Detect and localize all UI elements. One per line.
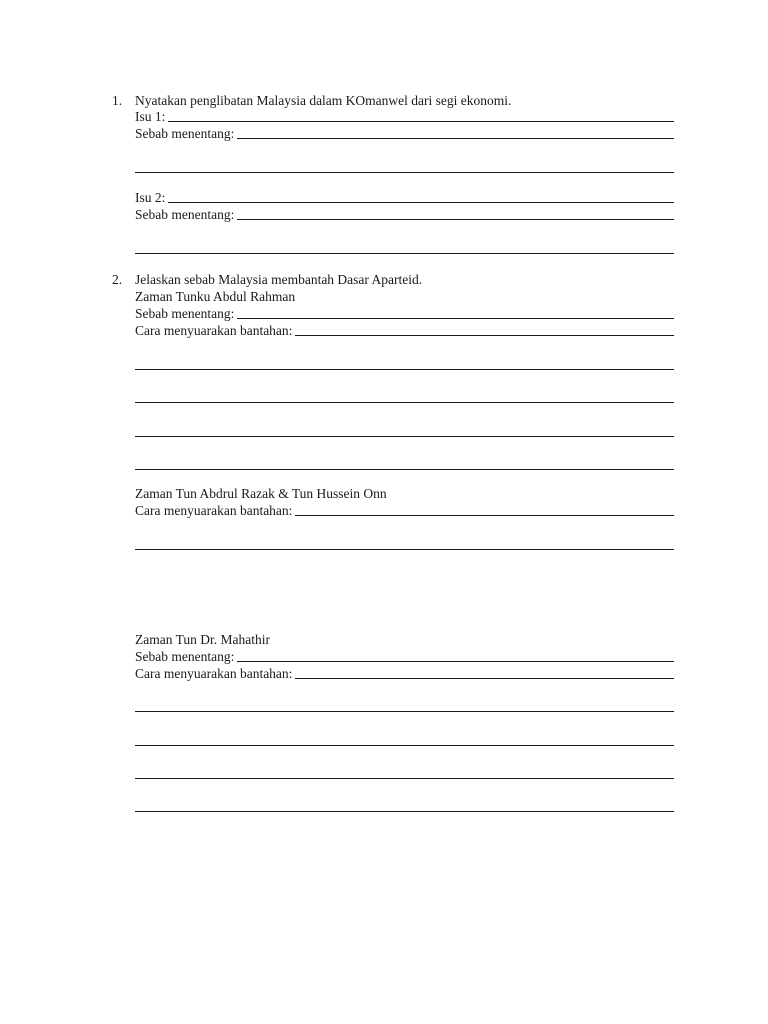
q1-issue1-reason-answer-line[interactable] [237,138,674,139]
q1-issue2-label: Isu 2: [135,190,166,205]
q2-era1-reason-label: Sebab menentang: [135,306,235,321]
q2-era3-reason-answer-line[interactable] [237,661,674,662]
q2-era1-method-row [135,323,674,339]
question-2-number: 2. [112,272,123,287]
q1-issue2-reason-row [135,207,674,223]
q2-era1-answer-line[interactable] [135,469,674,470]
q2-era3-answer-line[interactable] [135,811,674,812]
question-1-number: 1. [112,93,123,108]
q2-era1-title: Zaman Tunku Abdul Rahman [135,289,296,304]
q1-issue2-extra-answer-line[interactable] [135,253,674,254]
question-2-prompt-row [135,272,674,288]
q2-era1-reason-row [135,306,674,322]
q1-issue1-label: Isu 1: [135,109,166,124]
q2-era1-answer-line[interactable] [135,402,674,403]
q1-issue1-row [135,109,674,125]
q1-issue1-reason-label: Sebab menentang: [135,126,235,141]
q2-era3-title: Zaman Tun Dr. Mahathir [135,632,270,647]
q2-era1-answer-line[interactable] [135,436,674,437]
q1-issue2-reason-answer-line[interactable] [237,219,674,220]
q1-issue2-reason-label: Sebab menentang: [135,207,235,222]
q2-era3-reason-row [135,649,674,665]
q1-issue1-answer-line[interactable] [168,121,674,122]
q2-era3-reason-label: Sebab menentang: [135,649,235,664]
q2-era3-method-label: Cara menyuarakan bantahan: [135,666,293,681]
q2-era3-answer-line[interactable] [135,778,674,779]
q2-era2-answer-line[interactable] [135,549,674,550]
q2-era2-title-row [135,486,674,502]
question-2-prompt: Jelaskan sebab Malaysia membantah Dasar Aparteid. [135,272,423,287]
q2-era2-title: Zaman Tun Abdrul Razak & Tun Hussein Onn [135,486,387,501]
question-1-prompt-row [135,93,674,109]
q2-era2-method-answer-line[interactable] [295,515,674,516]
q1-issue2-row [135,190,674,206]
q2-era2-method-row [135,503,674,519]
q2-era1-reason-answer-line[interactable] [237,318,674,319]
q2-era3-title-row [135,632,674,648]
q2-era2-method-label: Cara menyuarakan bantahan: [135,503,293,518]
q2-era3-method-row [135,666,674,682]
q2-era3-answer-line[interactable] [135,711,674,712]
q2-era1-method-answer-line[interactable] [295,335,674,336]
q1-issue1-extra-answer-line[interactable] [135,172,674,173]
q2-era3-method-answer-line[interactable] [295,678,674,679]
q2-era1-method-label: Cara menyuarakan bantahan: [135,323,293,338]
q2-era3-answer-line[interactable] [135,745,674,746]
question-1-prompt: Nyatakan penglibatan Malaysia dalam KOmanwel dari segi ekonomi. [135,93,512,108]
q2-era1-title-row [135,289,674,305]
q2-era1-answer-line[interactable] [135,369,674,370]
q1-issue1-reason-row [135,126,674,142]
q1-issue2-answer-line[interactable] [168,202,674,203]
